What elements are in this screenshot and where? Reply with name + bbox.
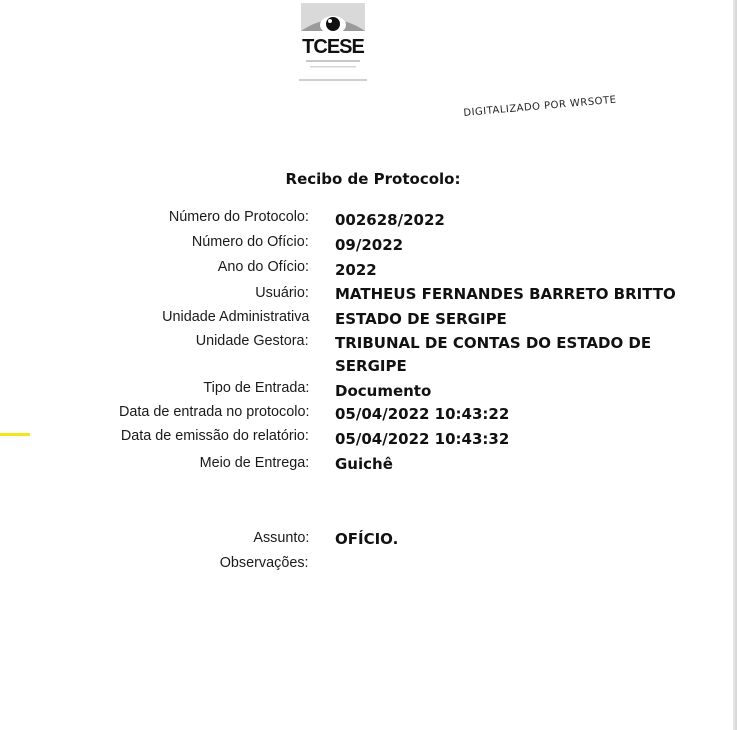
value-numero-protocolo: 002628/2022 (335, 211, 445, 229)
value-tipo-entrada: Documento (335, 382, 432, 400)
value-ano-oficio: 2022 (335, 261, 377, 279)
label-ano-oficio: Ano do Ofício: (217, 258, 309, 275)
eye-emblem-icon (296, 3, 370, 85)
tcese-logo (296, 3, 370, 85)
value-unidade-gestora-line2: SERGIPE (335, 357, 407, 375)
value-meio-entrega: Guichê (335, 455, 393, 473)
label-data-emissao: Data de emissão do relatório: (120, 427, 309, 444)
page-title: Recibo de Protocolo: (285, 170, 461, 188)
label-tipo-entrada: Tipo de Entrada: (203, 379, 309, 396)
value-unidade-gestora: TRIBUNAL DE CONTAS DO ESTADO DE (335, 334, 652, 352)
digitalization-stamp: DIGITALIZADO POR WRSOTE (463, 94, 617, 119)
label-data-entrada: Data de entrada no protocolo: (118, 403, 309, 420)
logo-text: TCESE (302, 36, 364, 58)
label-meio-entrega: Meio de Entrega: (199, 454, 309, 471)
label-unidade-gestora: Unidade Gestora: (196, 332, 309, 349)
value-data-entrada: 05/04/2022 10:43:22 (335, 405, 510, 423)
value-usuario: MATHEUS FERNANDES BARRETO BRITTO (335, 285, 676, 303)
label-numero-protocolo: Número do Protocolo: (168, 208, 309, 225)
page-edge-shadow (733, 0, 737, 730)
label-observacoes: Observações: (220, 554, 309, 571)
value-data-emissao: 05/04/2022 10:43:32 (335, 430, 510, 448)
highlighter-mark (0, 433, 30, 436)
value-numero-oficio: 09/2022 (335, 236, 404, 254)
label-numero-oficio: Número do Ofício: (192, 233, 309, 250)
label-assunto: Assunto: (252, 529, 309, 546)
value-assunto: OFÍCIO. (335, 530, 399, 548)
label-unidade-administrativa: Unidade Administrativa (161, 308, 309, 325)
value-unidade-administrativa: ESTADO DE SERGIPE (335, 310, 507, 328)
label-usuario: Usuário: (255, 284, 309, 301)
